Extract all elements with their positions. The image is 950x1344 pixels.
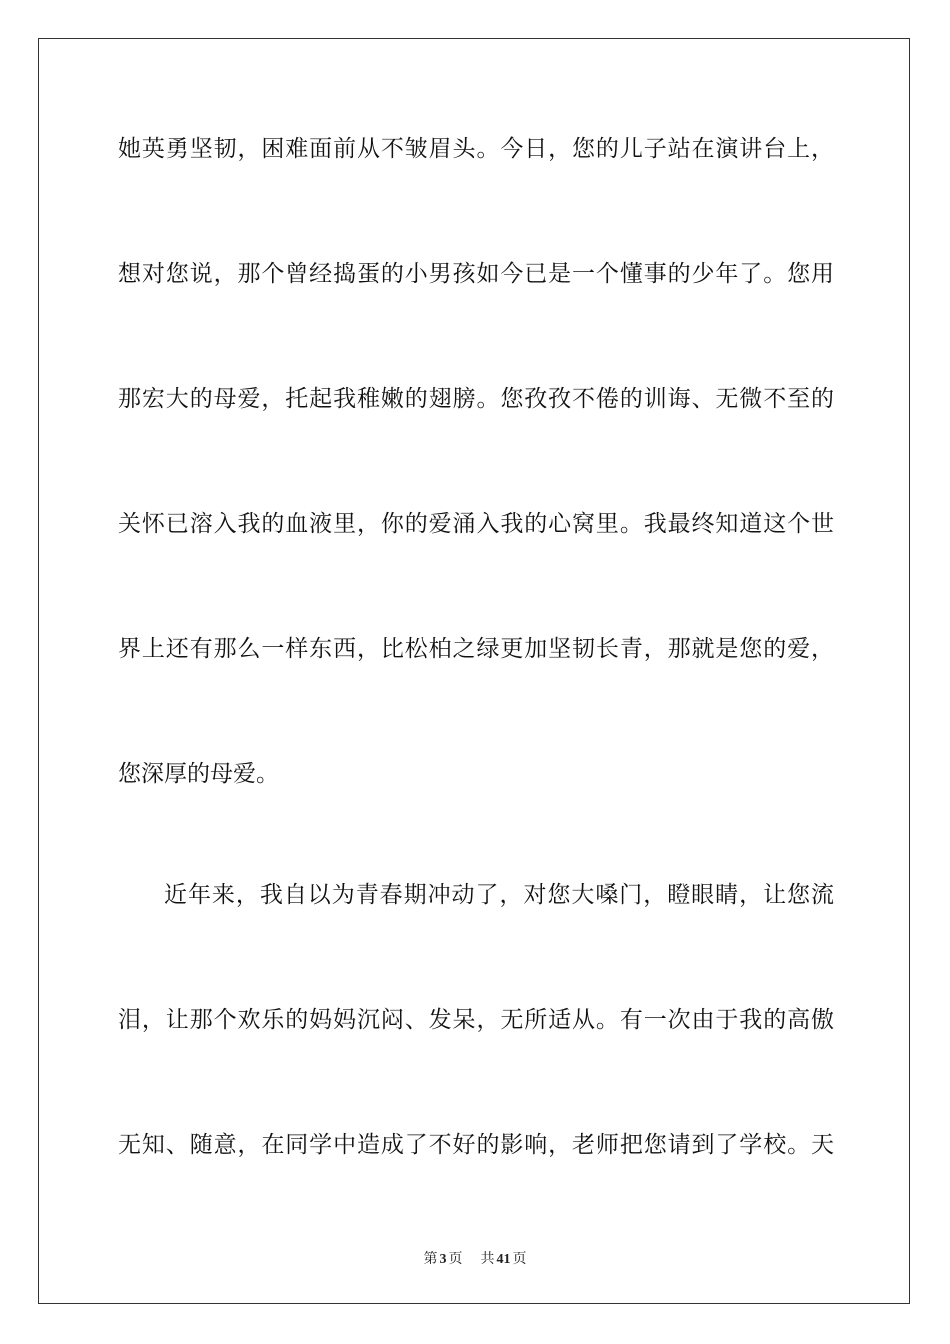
page-prefix: 第 (423, 1251, 438, 1267)
total-suffix: 页 (512, 1251, 527, 1267)
body-text-line: 想对您说，那个曾经捣蛋的小男孩如今已是一个懂事的少年了。您用 (118, 261, 834, 287)
page-suffix: 页 (448, 1251, 463, 1267)
page-number: 3 (439, 1252, 447, 1267)
page-total: 41 (496, 1252, 511, 1267)
paragraph-first-line: 近年来，我自以为青春期冲动了，对您大嗓门，瞪眼睛，让您流 (164, 882, 834, 908)
body-text-line: 泪，让那个欢乐的妈妈沉闷、发呆，无所适从。有一次由于我的高傲 (118, 1007, 834, 1033)
total-prefix: 共 (480, 1251, 495, 1267)
body-text-line: 那宏大的母爱，托起我稚嫩的翅膀。您孜孜不倦的训诲、无微不至的 (118, 386, 834, 412)
body-text-line: 关怀已溶入我的血液里，你的爱涌入我的心窝里。我最终知道这个世 (118, 511, 834, 537)
body-text-line: 她英勇坚韧，困难面前从不皱眉头。今日，您的儿子站在演讲台上， (118, 136, 834, 162)
body-text-line: 您深厚的母爱。 (118, 761, 279, 787)
page-border (38, 38, 910, 1304)
body-text-line: 无知、随意，在同学中造成了不好的影响，老师把您请到了学校。天 (118, 1132, 834, 1158)
page-footer (0, 1248, 950, 1268)
body-text-line: 界上还有那么一样东西，比松柏之绿更加坚韧长青，那就是您的爱， (118, 636, 834, 662)
